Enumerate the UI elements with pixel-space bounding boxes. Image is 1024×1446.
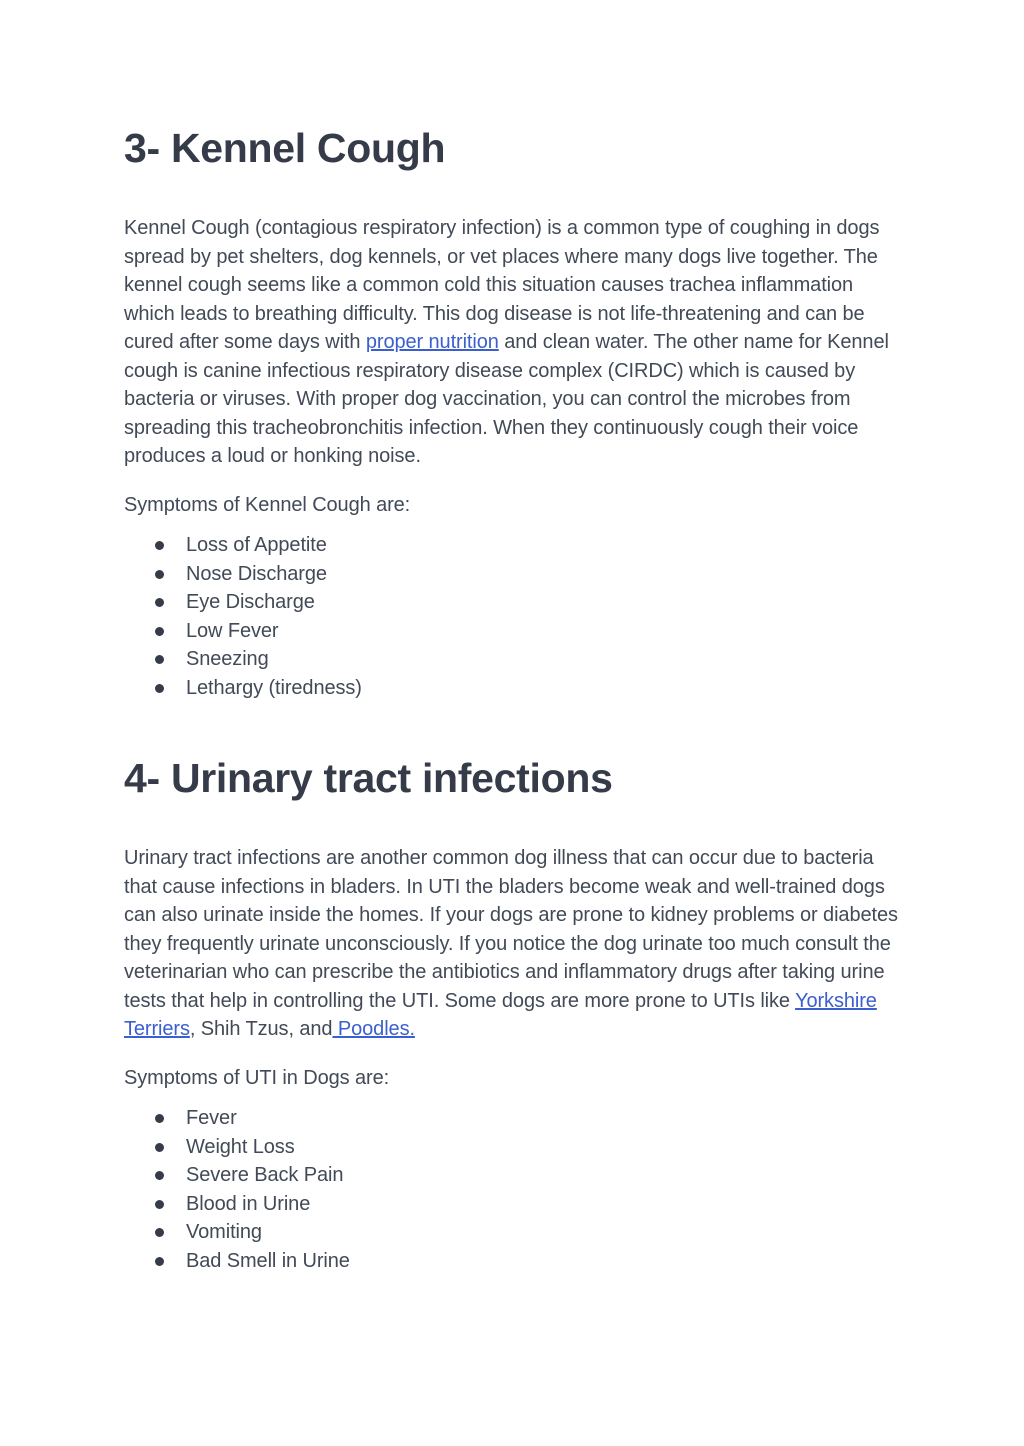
section-kennel-cough xyxy=(124,0,900,702)
symptom-text: Nose Discharge xyxy=(186,562,327,585)
bullet-icon xyxy=(155,684,164,693)
heading-kennel-cough: 3- Kennel Cough xyxy=(124,125,446,171)
paragraph-text: , Shih Tzus, and xyxy=(189,1018,333,1040)
list-item xyxy=(124,1161,900,1190)
bullet-icon xyxy=(155,1200,164,1209)
list-item xyxy=(124,645,900,674)
bullet-icon xyxy=(155,655,164,664)
symptom-text: Blood in Urine xyxy=(186,1192,311,1215)
paragraph-text: Kennel Cough (contagious respiratory infection) is a common type of coughing in dogs spread by pet shelters, dog kennels, or vet places where many dogs live together. The kennel cough seems like a common cold this situation causes trachea inflammation which leads to breathing difficulty. This dog disease is not life-threatening and can be cured after some days with xyxy=(124,217,880,353)
list-item xyxy=(124,1190,900,1219)
bullet-icon xyxy=(155,1228,164,1237)
symptom-text: Sneezing xyxy=(186,648,269,670)
bullet-icon xyxy=(155,627,164,636)
list-item xyxy=(124,1133,900,1162)
symptom-text: Severe Back Pain xyxy=(186,1164,344,1186)
kennel-cough-symptom-list xyxy=(124,531,900,702)
list-item xyxy=(124,674,900,703)
bullet-icon xyxy=(155,1143,164,1152)
kennel-cough-paragraph xyxy=(124,214,900,471)
list-item xyxy=(124,1218,900,1247)
list-item xyxy=(124,531,900,560)
list-item xyxy=(124,1104,900,1133)
list-item xyxy=(124,617,900,646)
list-item xyxy=(124,588,900,617)
proper-nutrition-link[interactable]: proper nutrition xyxy=(365,331,499,353)
bullet-icon xyxy=(155,570,164,579)
symptom-text: Vomiting xyxy=(186,1221,262,1243)
symptom-text: Eye Discharge xyxy=(186,591,315,613)
paragraph-text: Urinary tract infections are another common dog illness that can occur due to bacteria that cause infections in bladers. In UTI the bladers become weak and well-trained dogs can also urinate inside the homes. If your dogs are prone to kidney problems or diabetes they frequently urinate unconsciously. If you notice the dog urinate too much consult the veterinarian who can prescribe the antibiotics and inflammatory drugs after taking urine tests that help in controlling the UTI. Some dogs are more prone to UTIs like xyxy=(124,847,898,1012)
bullet-icon xyxy=(155,1257,164,1266)
poodles-link[interactable]: Poodles. xyxy=(332,1018,415,1040)
symptom-text: Loss of Appetite xyxy=(186,534,327,556)
uti-symptoms-intro: Symptoms of UTI in Dogs are: xyxy=(124,1066,390,1089)
uti-paragraph xyxy=(124,844,900,1044)
symptom-text: Lethargy (tiredness) xyxy=(186,676,362,699)
symptom-text: Bad Smell in Urine xyxy=(186,1249,350,1272)
section-urinary-tract-infections xyxy=(124,702,900,1275)
paragraph-text: and clean water. The other name for Kennel cough is canine infectious respiratory disease complex (CIRDC) which is caused by bacteria or viruses. With proper dog vaccination, you can control the microbes from spreading this tracheobronchitis infection. When they continuously cough their voice produces a loud or honking noise. xyxy=(124,331,889,467)
symptom-text: Weight Loss xyxy=(186,1135,295,1158)
list-item xyxy=(124,560,900,589)
kennel-cough-symptoms-intro: Symptoms of Kennel Cough are: xyxy=(124,493,411,516)
bullet-icon xyxy=(155,598,164,607)
heading-urinary-tract-infections: 4- Urinary tract infections xyxy=(124,755,613,801)
bullet-icon xyxy=(155,1114,164,1123)
symptom-text: Fever xyxy=(186,1107,237,1129)
bullet-icon xyxy=(155,1171,164,1180)
uti-symptom-list xyxy=(124,1104,900,1275)
yorkshire-terriers-link[interactable]: Yorkshire Terriers xyxy=(124,989,877,1040)
symptom-text: Low Fever xyxy=(186,619,279,642)
list-item xyxy=(124,1247,900,1276)
bullet-icon xyxy=(155,541,164,550)
